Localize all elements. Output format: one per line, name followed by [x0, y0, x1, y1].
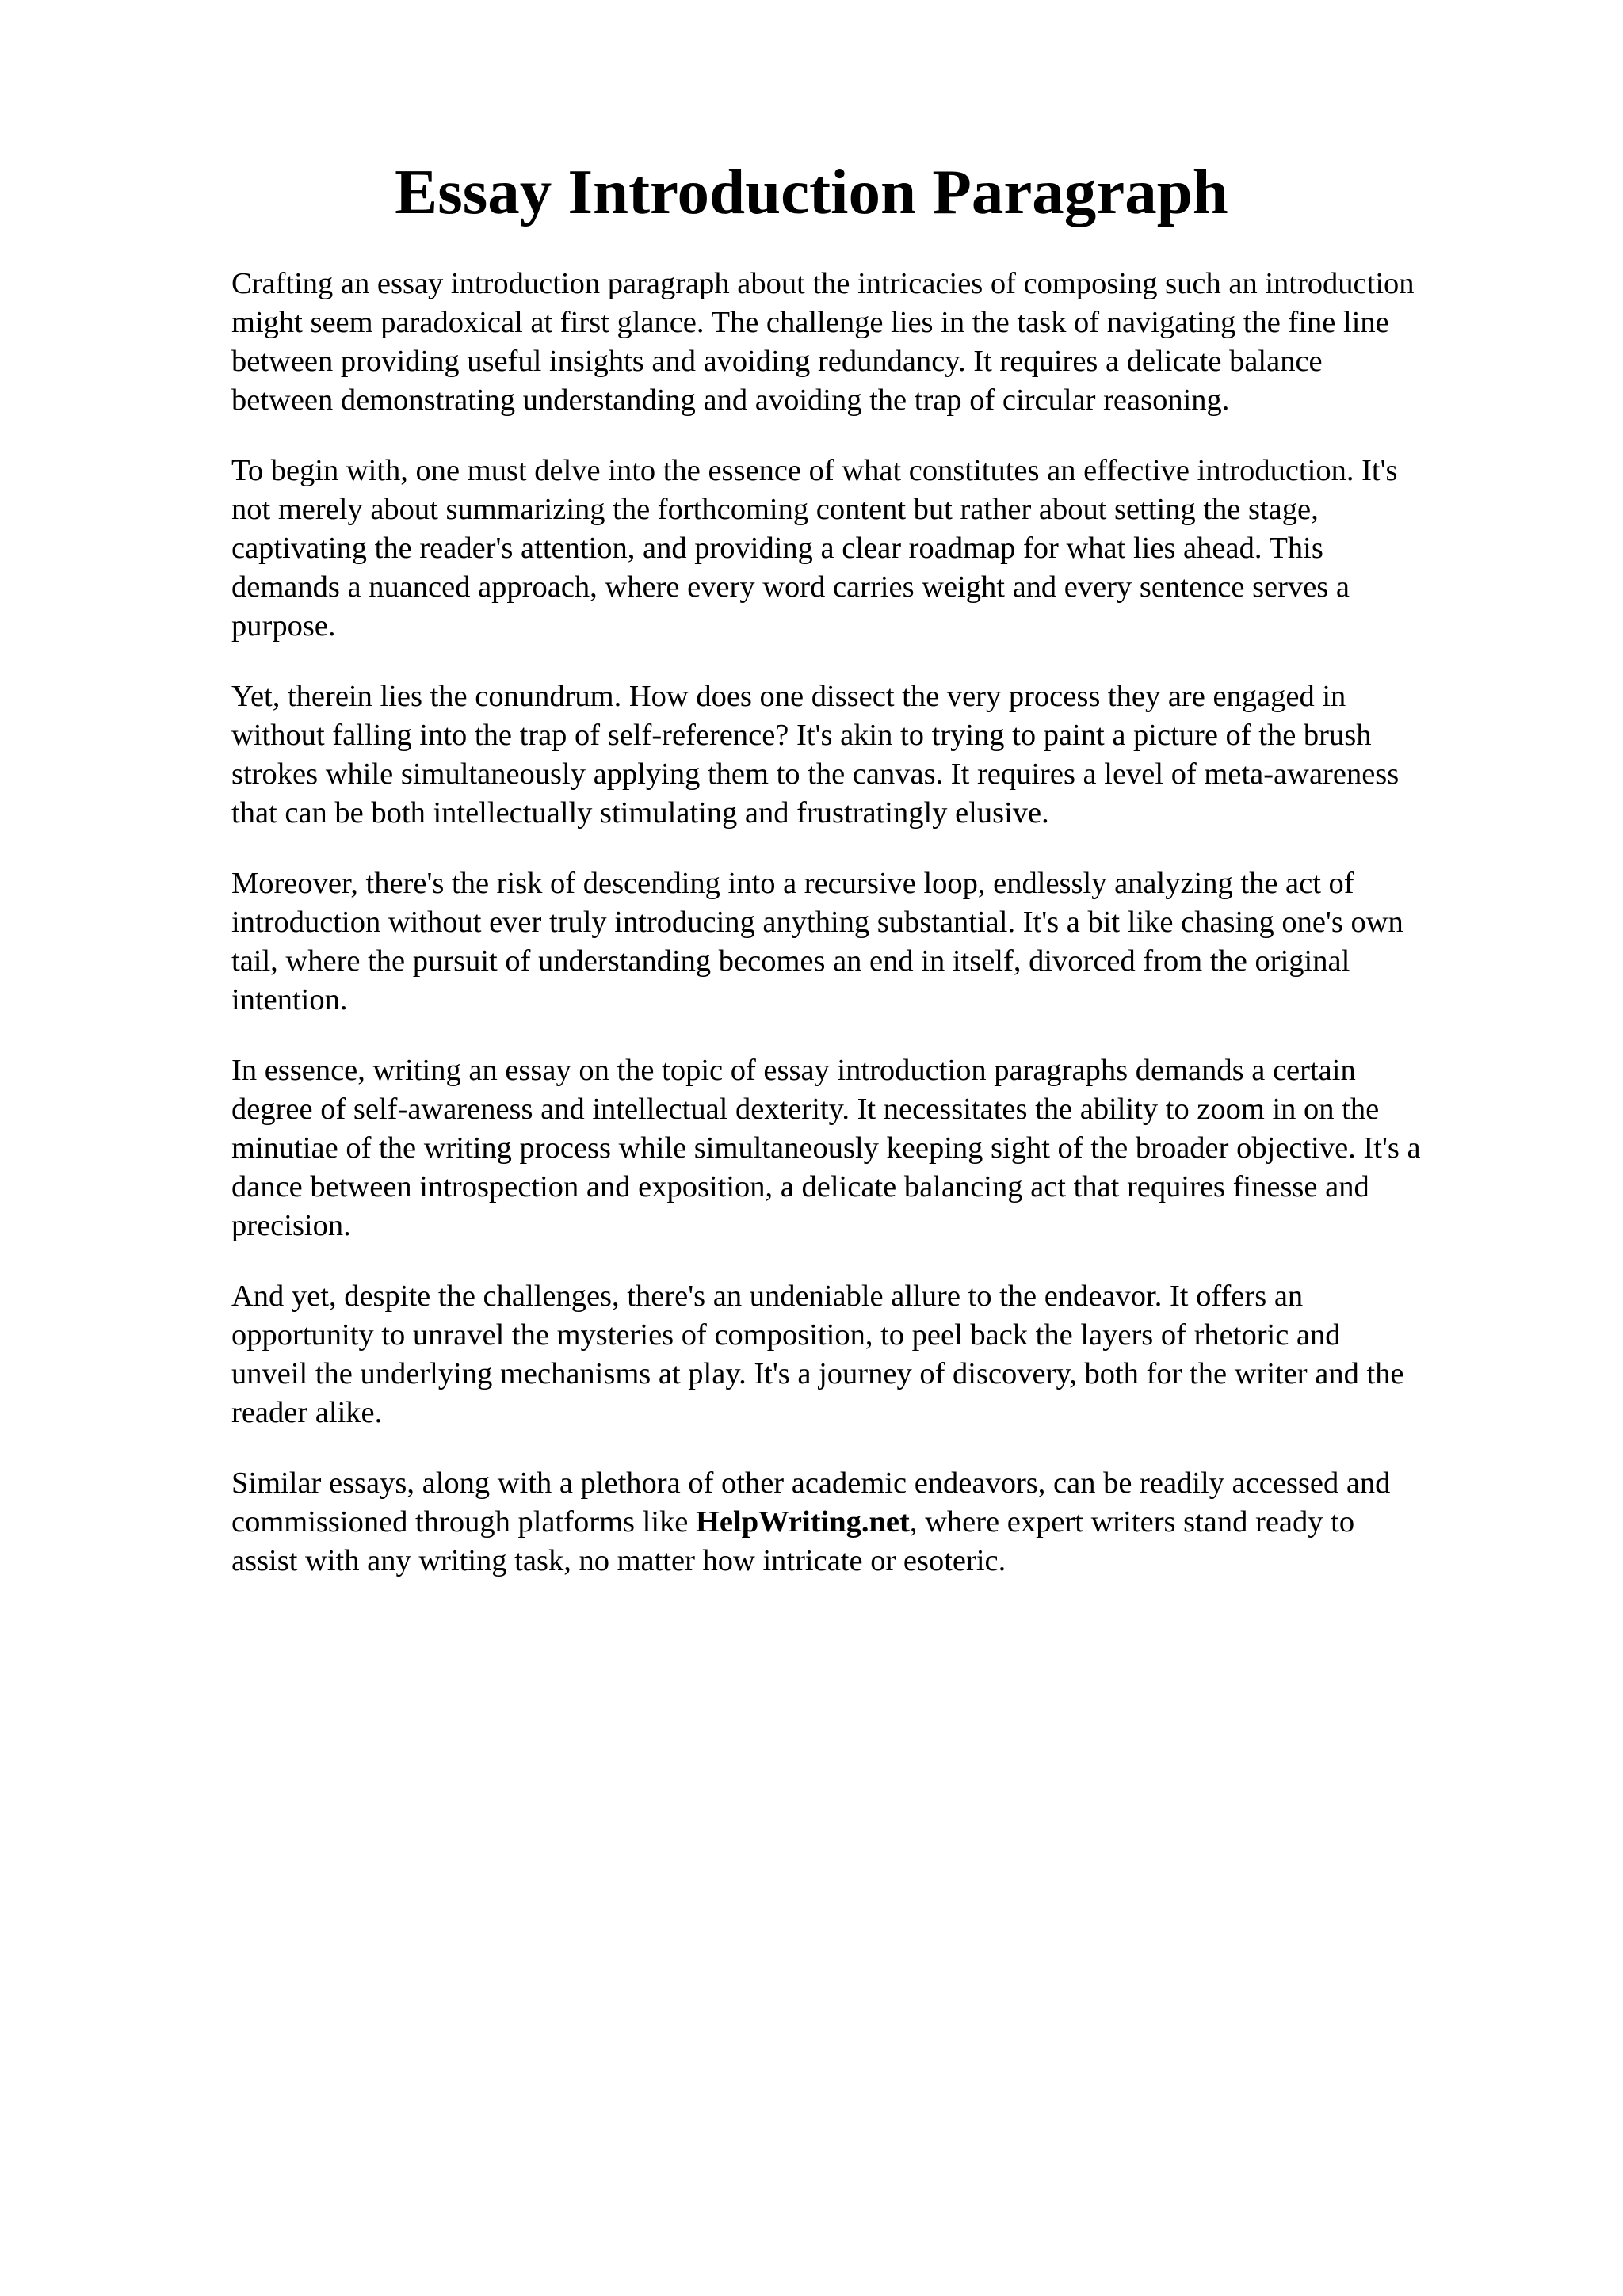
paragraph-line: demands a nuanced approach, where every word carries weight and every sentence serves a [231, 570, 1350, 604]
paragraph-line: purpose. [231, 609, 336, 643]
document-body [231, 265, 1515, 1612]
paragraph-line: between providing useful insights and avoiding redundancy. It requires a delicate balance [231, 345, 1323, 378]
paragraph-line: And yet, despite the challenges, there's an undeniable allure to the endeavor. It offers an [231, 1280, 1304, 1313]
paragraph-line: assist with any writing task, no matter how intricate or esoteric. [231, 1544, 1006, 1577]
paragraph-line: intention. [231, 983, 348, 1016]
paragraph-line: dance between introspection and exposition, a delicate balancing act that requires finesse and [231, 1170, 1369, 1203]
paragraph-2 [231, 452, 1515, 646]
paragraph-line: opportunity to unravel the mysteries of composition, to peel back the layers of rhetoric and [231, 1318, 1341, 1352]
paragraph-line: might seem paradoxical at first glance. The challenge lies in the task of navigating the fine line [231, 306, 1389, 339]
paragraph-line: not merely about summarizing the forthcoming content but rather about setting the stage, [231, 493, 1319, 526]
paragraph-line: without falling into the trap of self-reference? It's akin to trying to paint a picture of the brush [231, 719, 1372, 752]
closing-paragraph [231, 1464, 1515, 1581]
paragraph-6 [231, 1277, 1515, 1432]
paragraph-line: To begin with, one must delve into the essence of what constitutes an effective introduction. It's [231, 454, 1398, 487]
paragraph-line: that can be both intellectually stimulating and frustratingly elusive. [231, 796, 1049, 830]
paragraph-line: precision. [231, 1209, 351, 1242]
paragraph-line: unveil the underlying mechanisms at play. It's a journey of discovery, both for the writer and the [231, 1357, 1404, 1390]
closing-text-after: , where expert writers stand ready to [909, 1505, 1355, 1539]
paragraph-1 [231, 265, 1515, 420]
paragraph-line: Similar essays, along with a plethora of other academic endeavors, can be readily accessed and [231, 1466, 1391, 1500]
paragraph-5 [231, 1051, 1515, 1245]
paragraph-line-with-brand [231, 1503, 1515, 1542]
paragraph-line: degree of self-awareness and intellectual dexterity. It necessitates the ability to zoom in on the [231, 1093, 1380, 1126]
paragraph-line: tail, where the pursuit of understanding becomes an end in itself, divorced from the original [231, 944, 1350, 978]
paragraph-line: reader alike. [231, 1396, 383, 1429]
paragraph-line: Yet, therein lies the conundrum. How does one dissect the very process they are engaged in [231, 680, 1346, 713]
brand-name: HelpWriting.net [695, 1505, 910, 1539]
paragraph-line: minutiae of the writing process while simultaneously keeping sight of the broader objective. It's a [231, 1131, 1421, 1165]
paragraph-line: strokes while simultaneously applying them to the canvas. It requires a level of meta-awareness [231, 757, 1400, 791]
paragraph-3 [231, 677, 1515, 833]
paragraph-line: between demonstrating understanding and avoiding the trap of circular reasoning. [231, 383, 1230, 417]
document-title: Essay Introduction Paragraph [395, 156, 1228, 227]
paragraph-4 [231, 864, 1515, 1020]
paragraph-line: In essence, writing an essay on the topic of essay introduction paragraphs demands a certain [231, 1054, 1356, 1087]
paragraph-line: Crafting an essay introduction paragraph about the intricacies of composing such an introduction [231, 267, 1415, 300]
paragraph-line: captivating the reader's attention, and providing a clear roadmap for what lies ahead. This [231, 532, 1323, 565]
paragraph-line: introduction without ever truly introducing anything substantial. It's a bit like chasing one's own [231, 906, 1403, 939]
closing-text-before: commissioned through platforms like [231, 1505, 696, 1539]
paragraph-line: Moreover, there's the risk of descending into a recursive loop, endlessly analyzing the act of [231, 867, 1354, 900]
